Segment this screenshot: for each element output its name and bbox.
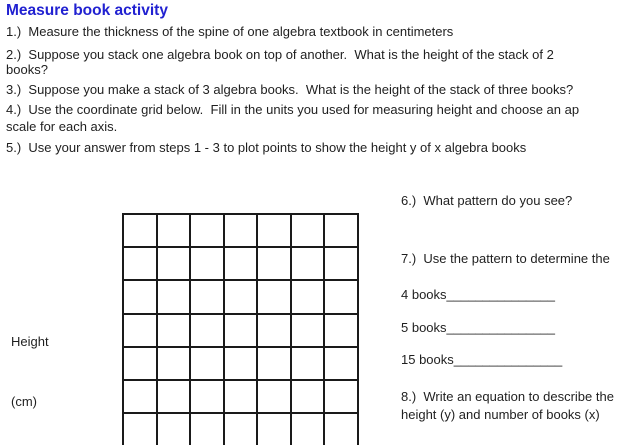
grid-cell (325, 381, 359, 414)
grid-cell (158, 248, 192, 281)
instruction-4-line1: 4.) Use the coordinate grid below. Fill in the units you used for measuring height and choose an ap (6, 102, 580, 117)
grid-cell (158, 281, 192, 314)
y-axis-label (11, 292, 49, 445)
grid-cell (191, 414, 225, 445)
grid-cell (325, 414, 359, 445)
grid-cell (124, 248, 158, 281)
question-7: 7.) Use the pattern to determine the (401, 251, 610, 266)
grid-cell (258, 414, 292, 445)
grid-cell (191, 315, 225, 348)
grid-cell (258, 315, 292, 348)
answer-blank-15-books: 15 books_______________ (401, 352, 563, 367)
grid-cell (292, 381, 326, 414)
question-8-line2: height (y) and number of books (x) (401, 407, 600, 422)
grid-cell (158, 315, 192, 348)
grid-cell (258, 348, 292, 381)
grid-cell (124, 215, 158, 248)
grid-cell (325, 281, 359, 314)
y-axis-label-line1: Height (11, 334, 49, 349)
coordinate-grid (122, 213, 359, 445)
grid-cell (292, 281, 326, 314)
grid-cell (225, 315, 259, 348)
grid-cell (225, 381, 259, 414)
grid-cell (191, 215, 225, 248)
instruction-3: 3.) Suppose you make a stack of 3 algebra books. What is the height of the stack of three books? (6, 82, 574, 97)
instruction-2-line1: 2.) Suppose you stack one algebra book on top of another. What is the height of the stack of 2 (6, 47, 554, 62)
instruction-4-line2: scale for each axis. (6, 119, 118, 134)
grid-cell (292, 348, 326, 381)
grid-cell (124, 281, 158, 314)
grid-cell (158, 348, 192, 381)
grid-cell (191, 381, 225, 414)
grid-cell (158, 215, 192, 248)
grid-cell (158, 381, 192, 414)
grid-cell (325, 348, 359, 381)
answer-blank-5-books: 5 books_______________ (401, 320, 555, 335)
grid-cell (191, 348, 225, 381)
grid-cell (158, 414, 192, 445)
grid-cell (325, 315, 359, 348)
grid-cell (225, 248, 259, 281)
grid-cell (225, 348, 259, 381)
grid-cell (124, 381, 158, 414)
grid-cell (258, 381, 292, 414)
y-axis-label-line2: (cm) (11, 394, 37, 409)
grid-cell (292, 215, 326, 248)
grid-cell (292, 414, 326, 445)
page-title: Measure book activity (6, 2, 168, 19)
grid-cell (191, 248, 225, 281)
grid-cell (292, 315, 326, 348)
instruction-1: 1.) Measure the thickness of the spine of one algebra textbook in centimeters (6, 24, 454, 39)
question-8-line1: 8.) Write an equation to describe the (401, 389, 614, 404)
grid-cell (258, 215, 292, 248)
grid-cell (225, 281, 259, 314)
grid-cell (124, 315, 158, 348)
grid-cell (225, 215, 259, 248)
grid-cell (325, 215, 359, 248)
grid-cell (292, 248, 326, 281)
grid-cell (258, 248, 292, 281)
grid-cell (124, 348, 158, 381)
grid-cell (191, 281, 225, 314)
question-6: 6.) What pattern do you see? (401, 193, 573, 208)
grid-cell (124, 414, 158, 445)
instruction-2-line2: books? (6, 62, 48, 77)
grid-cell (325, 248, 359, 281)
grid-cell (225, 414, 259, 445)
instruction-5: 5.) Use your answer from steps 1 - 3 to plot points to show the height y of x algebra books (6, 140, 527, 155)
answer-blank-4-books: 4 books_______________ (401, 287, 555, 302)
grid-cell (258, 281, 292, 314)
